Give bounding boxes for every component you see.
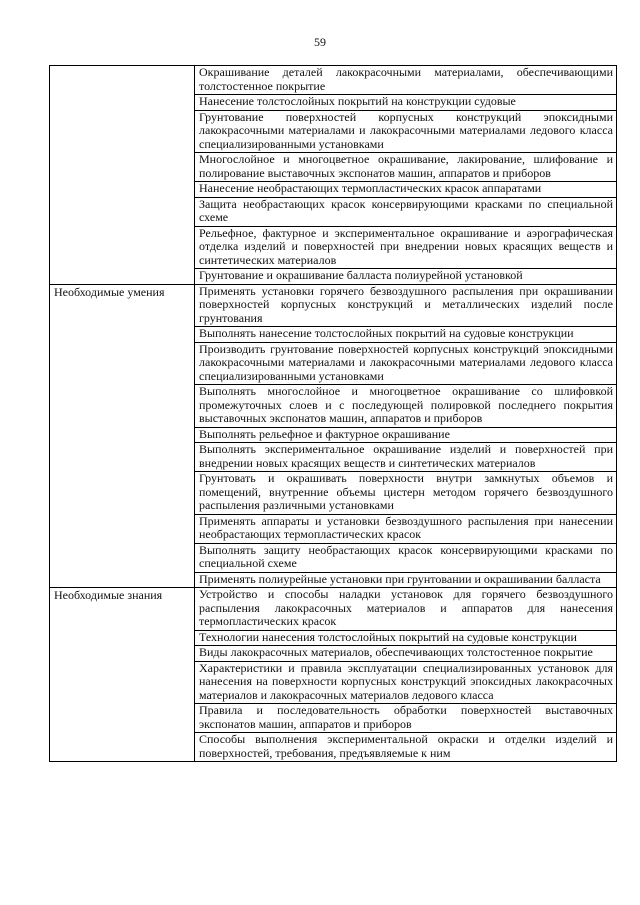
requirements-table xyxy=(49,65,617,762)
row-label xyxy=(50,66,194,68)
row-content-cell xyxy=(195,588,617,762)
list-item: Производить грунтование поверхностей корпусных конструкций эпоксидными лакокрасочными материалами и лакокрасочными материалами ледового класса специализированными установками xyxy=(195,343,616,386)
list-item: Выполнять экспериментальное окрашивание изделий и поверхностей при внедрении новых красящих веществ и синтетических материалов xyxy=(195,443,616,472)
row-content-cell xyxy=(195,66,617,285)
list-item: Выполнять нанесение толстослойных покрытий на судовые конструкции xyxy=(195,327,616,343)
list-item: Выполнять рельефное и фактурное окрашивание xyxy=(195,428,616,444)
list-item: Виды лакокрасочных материалов, обеспечивающих толстостенное покрытие xyxy=(195,646,616,662)
row-label-skills: Необходимые умения xyxy=(54,284,165,299)
list-item: Выполнять многослойное и многоцветное окрашивание со шлифовкой промежуточных слоев и с последующей полировкой последнего покрытия выставочных экспонатов машин, аппаратов и приборов xyxy=(195,385,616,428)
list-item: Нанесение необрастающих термопластических красок аппаратами xyxy=(195,182,616,198)
page-number: 59 xyxy=(314,35,326,49)
row-content-cell xyxy=(195,284,617,588)
list-item: Рельефное, фактурное и экспериментальное окрашивание и аэрографическая отделка изделий и поверхностей при внедрении новых красящих веществ и синтетических материалов xyxy=(195,227,616,270)
list-item: Устройство и способы наладки установок для горячего безвоздушного распыления лакокрасочных материалов и аппаратов для нанесения термопластических красок xyxy=(195,588,616,631)
table-row xyxy=(50,66,617,285)
row-label-cell xyxy=(50,284,195,588)
table-row xyxy=(50,588,617,762)
list-item: Применять аппараты и установки безвоздушного распыления при нанесении необрастающих термопластических красок xyxy=(195,515,616,544)
list-item: Многослойное и многоцветное окрашивание, лакирование, шлифование и полирование выставочных экспонатов машин, аппаратов и приборов xyxy=(195,153,616,182)
list-item: Защита необрастающих красок консервирующими красками по специальной схеме xyxy=(195,198,616,227)
list-item: Технологии нанесения толстослойных покрытий на судовые конструкции xyxy=(195,631,616,647)
list-item: Грунтование поверхностей корпусных конструкций эпоксидными лакокрасочными материалами и лакокрасочными материалами ледового класса специализированными установками xyxy=(195,111,616,154)
row-label-cell xyxy=(50,588,195,762)
list-item: Грунтование и окрашивание балласта полиурейной установкой xyxy=(199,268,523,282)
list-item: Правила и последовательность обработки поверхностей выставочных экспонатов машин, аппаратов и приборов xyxy=(195,704,616,733)
list-item: Выполнять защиту необрастающих красок консервирующими красками по специальной схеме xyxy=(195,544,616,573)
list-item: Характеристики и правила эксплуатации специализированных установок для нанесения на поверхности корпусных конструкций эпоксидных лакокрасочных материалов и лакокрасочных материалов ледового класса xyxy=(195,662,616,705)
list-item: Применять установки горячего безвоздушного распыления при окрашивании поверхностей корпусных конструкций и металлических изделий после грунтования xyxy=(195,285,616,328)
list-item: Применять полиурейные установки при грунтовании и окрашивании балласта xyxy=(199,571,601,586)
row-label-knowledge: Необходимые знания xyxy=(54,588,163,602)
table-row xyxy=(50,284,617,588)
list-item: Нанесение толстослойных покрытий на конструкции судовые xyxy=(195,95,616,111)
list-item: Грунтовать и окрашивать поверхности внутри замкнутых объемов и помещений, внутренние объемы цистерн методом горячего безвоздушного распыления различными установками xyxy=(195,472,616,515)
list-item: Окрашивание деталей лакокрасочными материалами, обеспечивающими толстостенное покрытие xyxy=(195,66,616,95)
row-label-cell xyxy=(50,66,195,285)
list-item: Способы выполнения экспериментальной окраски и отделки изделий и поверхностей, требования, предъявляемые к ним xyxy=(199,732,613,760)
